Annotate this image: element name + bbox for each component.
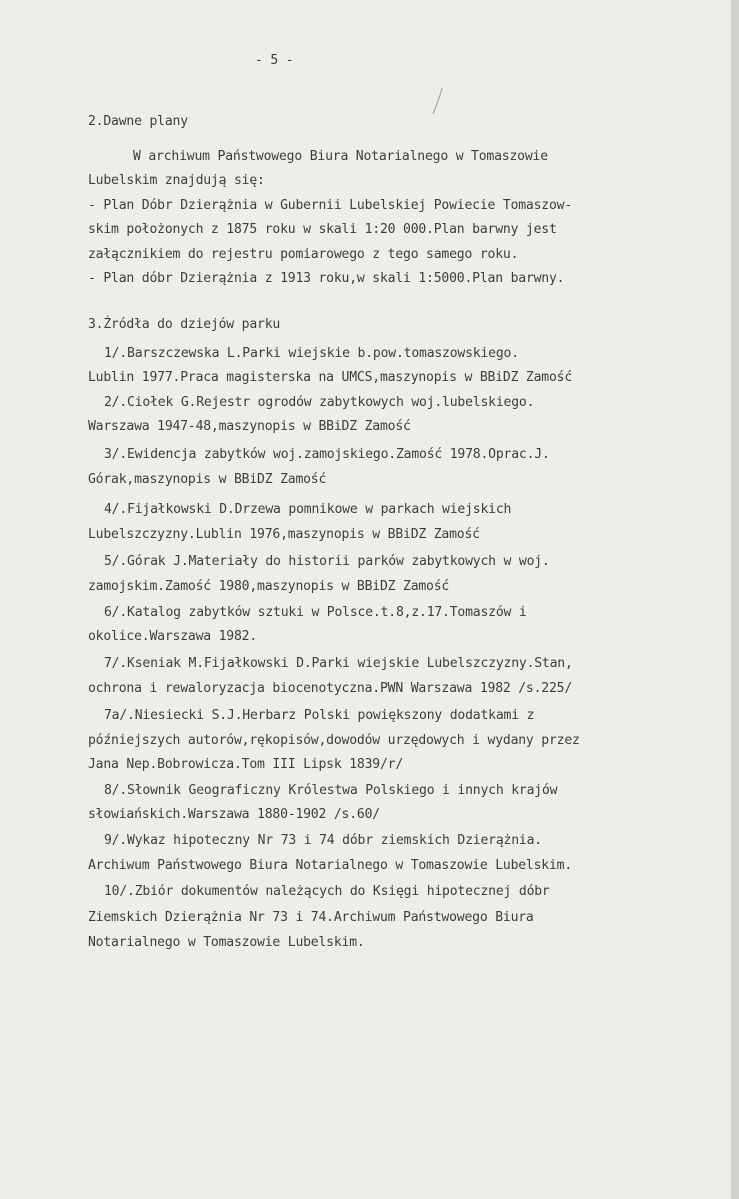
reference-line: 6/.Katalog zabytków sztuki w Polsce.t.8,z.17.Tomaszów i [104,605,527,620]
reference-line: 9/.Wykaz hipoteczny Nr 73 i 74 dóbr ziemskich Dzierążnia. [104,833,542,848]
reference-line: Jana Nep.Bobrowicza.Tom III Lipsk 1839/r/ [88,757,404,772]
pen-stroke-mark [428,86,448,118]
section-2-line: - Plan dóbr Dzierążnia z 1913 roku,w skali 1:5000.Plan barwny. [88,271,565,286]
section-2-line: W archiwum Państwowego Biura Notarialnego w Tomaszowie [133,149,548,164]
section-2-line: załącznikiem do rejestru pomiarowego z tego samego roku. [88,247,519,262]
reference-line: 1/.Barszczewska L.Parki wiejskie b.pow.tomaszowskiego. [104,346,519,361]
reference-line: 2/.Ciołek G.Rejestr ogrodów zabytkowych woj.lubelskiego. [104,395,535,410]
page-number: - 5 - [255,53,294,68]
reference-line: zamojskim.Zamość 1980,maszynopis w BBiDZ Zamość [88,579,450,594]
reference-line: 5/.Górak J.Materiały do historii parków zabytkowych w woj. [104,554,550,569]
reference-line: Lubelszczyzny.Lublin 1976,maszynopis w BBiDZ Zamość [88,527,480,542]
section-2-line: skim położonych z 1875 roku w skali 1:20 000.Plan barwny jest [88,222,557,237]
page-edge [731,0,739,1199]
reference-line: Warszawa 1947-48,maszynopis w BBiDZ Zamość [88,419,411,434]
reference-line: Górak,maszynopis w BBiDZ Zamość [88,472,327,487]
reference-line: 7/.Kseniak M.Fijałkowski D.Parki wiejskie Lubelszczyzny.Stan, [104,656,573,671]
section-2-line: - Plan Dóbr Dzierążnia w Gubernii Lubelskiej Powiecie Tomaszow- [88,198,573,213]
reference-line: 3/.Ewidencja zabytków woj.zamojskiego.Zamość 1978.Oprac.J. [104,447,550,462]
reference-line: późniejszych autorów,rękopisów,dowodów urzędowych i wydany przez [88,733,580,748]
reference-line: Notarialnego w Tomaszowie Lubelskim. [88,935,365,950]
reference-line: 4/.Fijałkowski D.Drzewa pomnikowe w parkach wiejskich [104,502,512,517]
reference-line: Ziemskich Dzierążnia Nr 73 i 74.Archiwum Państwowego Biura [88,910,534,925]
reference-line: 10/.Zbiór dokumentów należących do Księgi hipotecznej dóbr [104,884,550,899]
reference-line: ochrona i rewaloryzacja biocenotyczna.PWN Warszawa 1982 /s.225/ [88,681,573,696]
reference-line: Archiwum Państwowego Biura Notarialnego w Tomaszowie Lubelskim. [88,858,573,873]
section-3-heading: 3.Źródła do dziejów parku [88,317,281,332]
section-2-heading: 2.Dawne plany [88,114,188,129]
reference-line: okolice.Warszawa 1982. [88,629,258,644]
section-2-line: Lubelskim znajdują się: [88,173,265,188]
reference-line: 8/.Słownik Geograficzny Królestwa Polskiego i innych krajów [104,783,558,798]
reference-line: 7a/.Niesiecki S.J.Herbarz Polski powiększony dodatkami z [104,708,535,723]
reference-line: Lublin 1977.Praca magisterska na UMCS,maszynopis w BBiDZ Zamość [88,370,573,385]
reference-line: słowiańskich.Warszawa 1880-1902 /s.60/ [88,807,380,822]
